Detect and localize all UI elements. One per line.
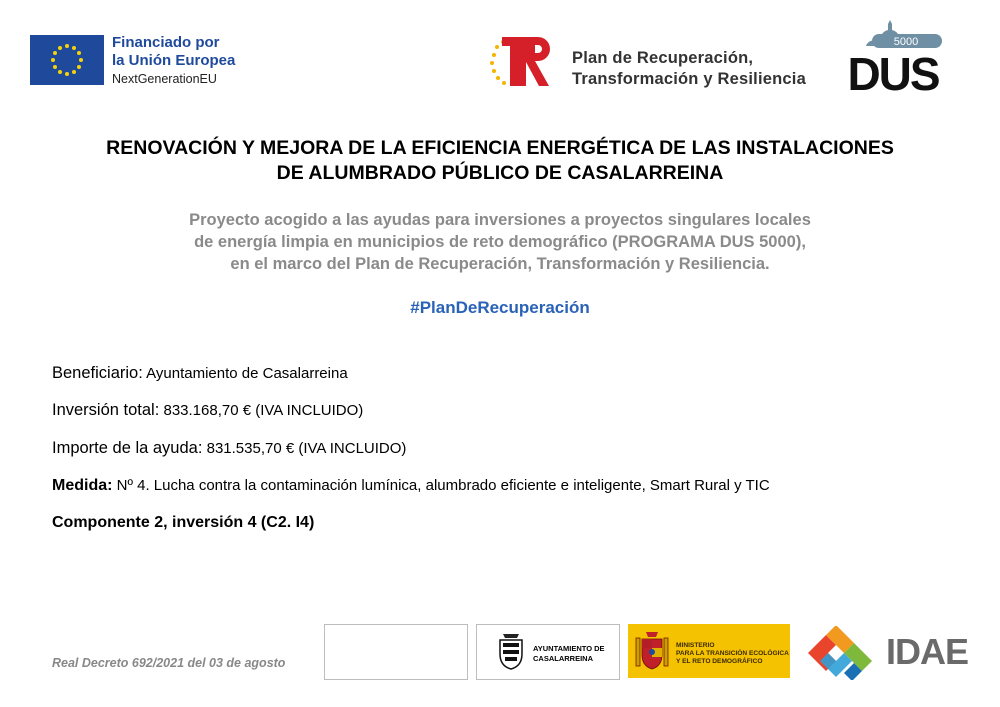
project-description	[60, 209, 940, 275]
prtr-line2: Transformación y Resiliencia	[572, 70, 806, 88]
dus-5000-logo	[836, 14, 950, 94]
prtr-line1: Plan de Recuperación,	[572, 49, 754, 67]
ayuda-value: 831.535,70 € (IVA INCLUIDO)	[206, 440, 407, 457]
inversion-label: Inversión total:	[52, 401, 160, 419]
subtitle-line1: Proyecto acogido a las ayudas para inversiones a proyectos singulares locales	[189, 211, 811, 229]
medida-value: Nº 4. Lucha contra la contaminación lumínica, alumbrado eficiente e inteligente, Smart Rural y TIC	[116, 477, 770, 494]
dus-letters: DUS	[847, 48, 939, 94]
prtr-text	[572, 48, 806, 90]
componente-row	[52, 514, 314, 532]
ayuda-label: Importe de la ayuda:	[52, 439, 203, 457]
hashtag: #PlanDeRecuperación	[410, 298, 590, 317]
idae-logo-icon	[804, 626, 882, 680]
subtitle-line2: de energía limpia en municipios de reto demográfico (PROGRAMA DUS 5000),	[194, 233, 806, 251]
tr-logo-icon	[488, 33, 558, 91]
inversion-value: 833.168,70 € (IVA INCLUIDO)	[163, 402, 364, 419]
page-title	[40, 136, 960, 186]
min-line3: Y EL RETO DEMOGRÁFICO	[676, 658, 763, 665]
title-line2: DE ALUMBRADO PÚBLICO DE CASALARREINA	[276, 162, 724, 184]
componente-text: Componente 2, inversión 4 (C2. I4)	[52, 514, 315, 531]
ayuda-row	[52, 439, 406, 458]
min-line2: PARA LA TRANSICIÓN ECOLÓGICA	[676, 650, 789, 657]
medida-label: Medida:	[52, 477, 113, 494]
ayuntamiento-text	[533, 644, 605, 664]
eu-text-line1: Financiado por	[112, 34, 220, 51]
spain-coat-of-arms-icon	[634, 630, 670, 672]
eu-text-line3: NextGenerationEU	[112, 72, 217, 86]
real-decreto-text: Real Decreto 692/2021 del 03 de agosto	[52, 656, 286, 670]
ayto-line1: AYUNTAMIENTO DE	[533, 644, 605, 653]
eu-text-line2: la Unión Europea	[112, 52, 236, 69]
ayuntamiento-shield-icon	[497, 632, 525, 670]
blank-logo-box	[324, 624, 468, 680]
eu-flag-icon	[30, 35, 104, 85]
subtitle-line3: en el marco del Plan de Recuperación, Transformación y Resiliencia.	[230, 255, 770, 273]
medida-row	[52, 477, 770, 495]
min-line1: MINISTERIO	[676, 642, 715, 649]
beneficiario-label: Beneficiario:	[52, 364, 143, 382]
title-line1: RENOVACIÓN Y MEJORA DE LA EFICIENCIA ENERGÉTICA DE LAS INSTALACIONES	[106, 137, 894, 159]
beneficiario-row	[52, 364, 348, 383]
ministerio-text	[676, 642, 789, 666]
idae-text: IDAE	[886, 631, 969, 672]
eu-funding-text	[112, 34, 235, 88]
dus-number: 5000	[893, 36, 919, 48]
inversion-row	[52, 401, 363, 420]
ayto-line2: CASALARREINA	[533, 654, 593, 663]
beneficiario-value: Ayuntamiento de Casalarreina	[146, 365, 348, 382]
